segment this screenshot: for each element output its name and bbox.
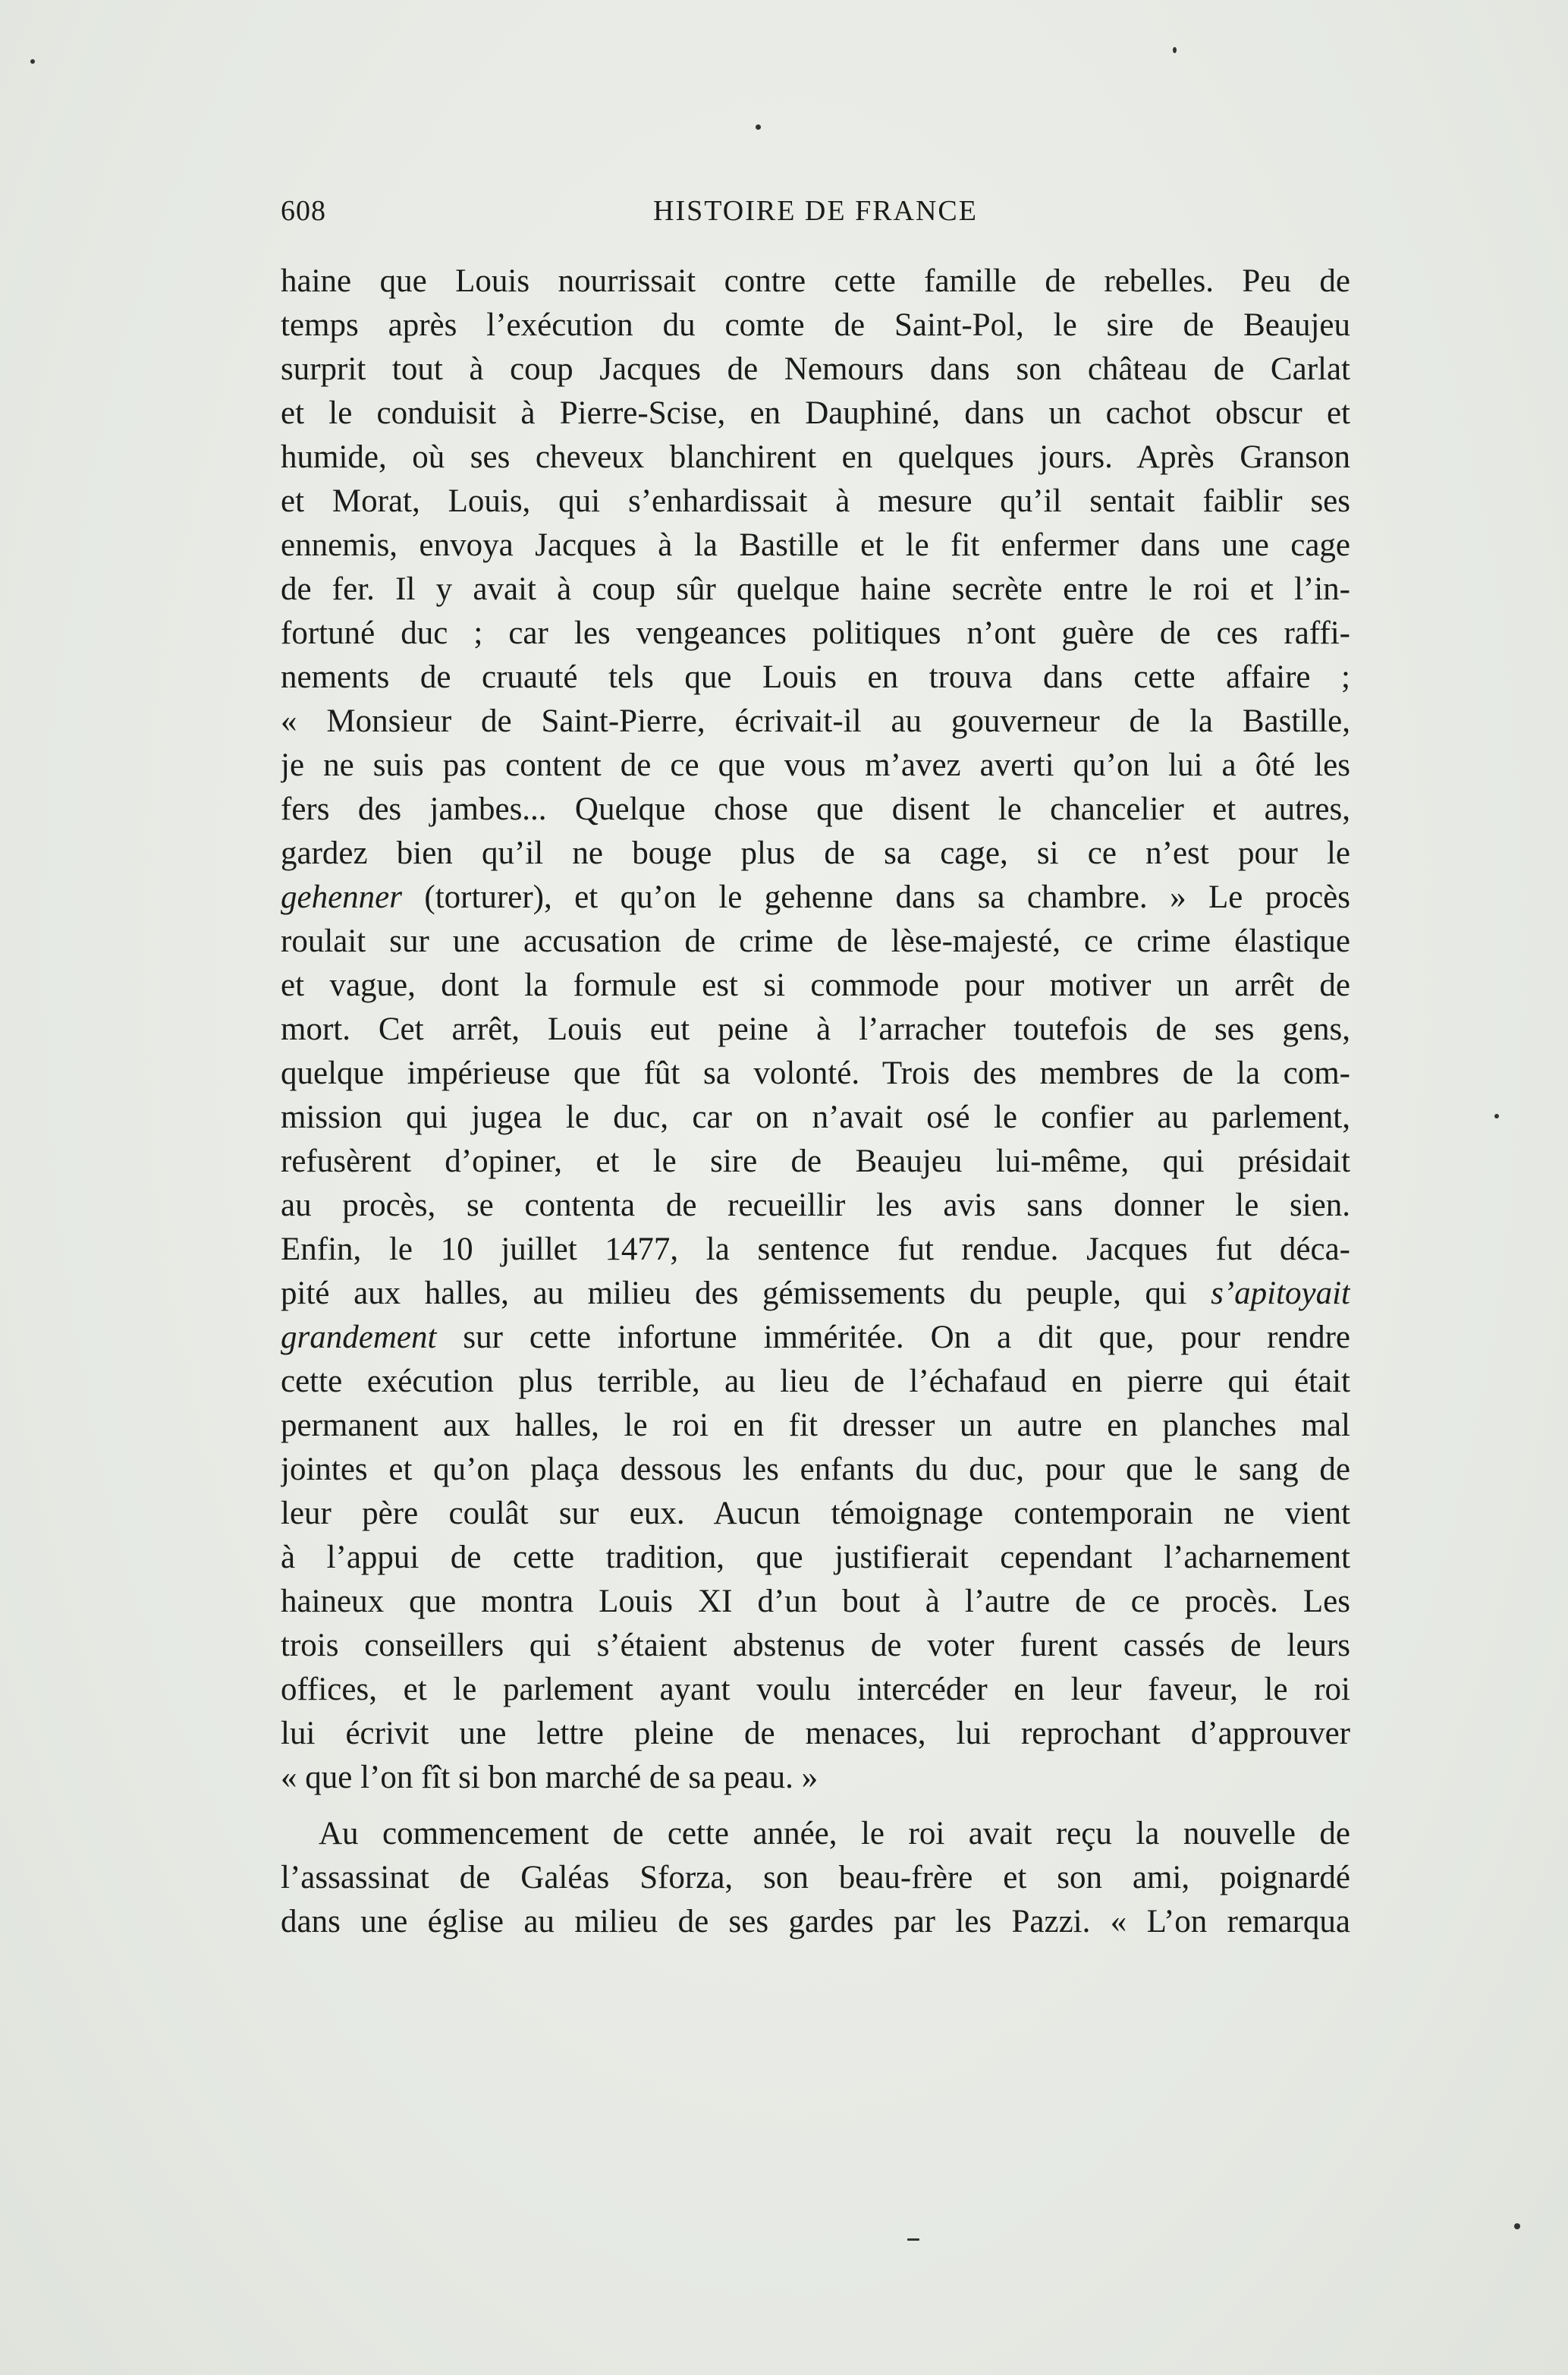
text-line: et Morat, Louis, qui s’enhardissait à mesure qu’il sentait faiblir ses xyxy=(281,483,1350,519)
text-line: de fer. Il y avait à coup sûr quelque haine secrète entre le roi et l’in- xyxy=(281,571,1350,607)
text-line: et vague, dont la formule est si commode pour motiver un arrêt de xyxy=(281,967,1350,1003)
text-line: haine que Louis nourrissait contre cette famille de rebelles. Peu de xyxy=(281,263,1350,299)
text-line: quelque impérieuse que fût sa volonté. Trois des membres de la com- xyxy=(281,1055,1350,1091)
text-line: je ne suis pas content de ce que vous m’avez averti qu’on lui a ôté les xyxy=(281,747,1350,783)
text-line: temps après l’exécution du comte de Saint-Pol, le sire de Beaujeu xyxy=(281,307,1350,343)
text-line: dans une église au milieu de ses gardes par les Pazzi. « L’on remarqua xyxy=(281,1904,1350,1939)
running-head xyxy=(281,194,1350,232)
running-title: HISTOIRE DE FRANCE xyxy=(653,195,978,227)
text-line: gardez bien qu’il ne bouge plus de sa cage, si ce n’est pour le xyxy=(281,835,1350,871)
text-line: à l’appui de cette tradition, que justifierait cependant l’acharnement xyxy=(281,1540,1350,1575)
text-line: offices, et le parlement ayant voulu intercéder en leur faveur, le roi xyxy=(281,1672,1350,1707)
paper-speck xyxy=(756,124,761,130)
paragraph-start-line: Au commencement de cette année, le roi avait reçu la nouvelle de xyxy=(319,1816,1350,1851)
paper-speck xyxy=(1173,47,1177,53)
text-span: (torturer), et qu’on le gehenne dans sa chambre. » Le procès xyxy=(402,879,1350,915)
text-line: leur père coulât sur eux. Aucun témoignage contemporain ne vient xyxy=(281,1496,1350,1531)
text-line: permanent aux halles, le roi en fit dresser un autre en planches mal xyxy=(281,1408,1350,1443)
text-line: surprit tout à coup Jacques de Nemours dans son château de Carlat xyxy=(281,351,1350,387)
text-line xyxy=(281,876,1350,920)
text-line: mort. Cet arrêt, Louis eut peine à l’arracher toutefois de ses gens, xyxy=(281,1011,1350,1047)
italic-word: gehenner xyxy=(281,879,402,915)
text-line: fers des jambes... Quelque chose que disent le chancelier et autres, xyxy=(281,791,1350,827)
text-line: et le conduisit à Pierre-Scise, en Dauphiné, dans un cachot obscur et xyxy=(281,395,1350,431)
text-line: fortuné duc ; car les vengeances politiques n’ont guère de ces raffi- xyxy=(281,615,1350,651)
italic-word: s’apitoyait xyxy=(1211,1276,1350,1311)
text-line: humide, où ses cheveux blanchirent en quelques jours. Après Granson xyxy=(281,439,1350,475)
text-line: au procès, se contenta de recueillir les avis sans donner le sien. xyxy=(281,1188,1350,1223)
text-span: sur cette infortune imméritée. On a dit que, pour rendre xyxy=(436,1320,1350,1355)
paper-speck xyxy=(30,59,35,64)
text-line: mission qui jugea le duc, car on n’avait osé le confier au parlement, xyxy=(281,1099,1350,1135)
text-line: roulait sur une accusation de crime de lèse-majesté, ce crime élastique xyxy=(281,923,1350,959)
text-line: lui écrivit une lettre pleine de menaces, lui reprochant d’approuver xyxy=(281,1716,1350,1751)
text-line: « Monsieur de Saint-Pierre, écrivait-il au gouverneur de la Bastille, xyxy=(281,703,1350,739)
paper-speck xyxy=(907,2238,919,2241)
text-line: haineux que montra Louis XI d’un bout à l’autre de ce procès. Les xyxy=(281,1584,1350,1619)
text-line xyxy=(281,1316,1350,1360)
paper-speck xyxy=(1514,2223,1520,2229)
body-text xyxy=(281,260,1350,1944)
text-line xyxy=(281,1272,1350,1316)
italic-word: grandement xyxy=(281,1320,437,1355)
text-line: l’assassinat de Galéas Sforza, son beau-frère et son ami, poignardé xyxy=(281,1860,1350,1895)
paper-speck xyxy=(1494,1114,1499,1118)
text-line: nements de cruauté tels que Louis en trouva dans cette affaire ; xyxy=(281,659,1350,695)
text-line: trois conseillers qui s’étaient abstenus de voter furent cassés de leurs xyxy=(281,1628,1350,1663)
page-number: 608 xyxy=(281,195,326,227)
text-span: pité aux halles, au milieu des gémissements du peuple, qui xyxy=(281,1276,1211,1311)
text-line: ennemis, envoya Jacques à la Bastille et le fit enfermer dans une cage xyxy=(281,527,1350,563)
text-line: refusèrent d’opiner, et le sire de Beaujeu lui-même, qui présidait xyxy=(281,1143,1350,1179)
text-line: jointes et qu’on plaça dessous les enfants du duc, pour que le sang de xyxy=(281,1452,1350,1487)
text-line: cette exécution plus terrible, au lieu de l’échafaud en pierre qui était xyxy=(281,1364,1350,1399)
paragraph-end-line: « que l’on fît si bon marché de sa peau. » xyxy=(281,1760,819,1795)
text-line: Enfin, le 10 juillet 1477, la sentence fut rendue. Jacques fut déca- xyxy=(281,1232,1350,1267)
